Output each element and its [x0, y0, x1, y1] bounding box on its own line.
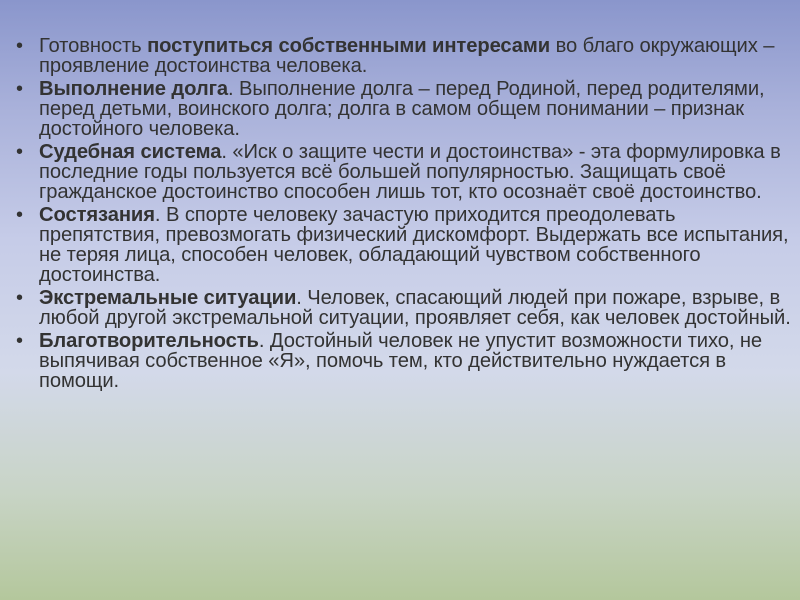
- item-lead-text: Готовность: [39, 35, 148, 57]
- bullet-icon: •: [16, 330, 23, 352]
- item-term: Выполнение долга: [39, 78, 229, 100]
- bullet-icon: •: [16, 35, 23, 57]
- bullet-list: [14, 36, 794, 394]
- item-text: . «Иск о защите чести и достоинства» - эта формулировка в последние годы пользуется всё большей популярностью. Защищать своё гражданское достоинство способен лишь тот, кто осознаёт своё достоинство.: [39, 141, 781, 203]
- item-text: . В спорте человеку зачастую приходится преодолевать препятствия, превозмогать физический дискомфорт. Выдержать все испытания, не теряя лица, способен человек, обладающий чувством собственного достоинства.: [39, 204, 789, 286]
- bullet-icon: •: [16, 141, 23, 163]
- list-item: [14, 205, 794, 285]
- item-text: . Выполнение долга – перед Родиной, перед родителями, перед детьми, воинского долга; долга в самом общем понимании – признак достойного человека.: [39, 78, 765, 140]
- list-item: [14, 79, 794, 139]
- list-item: [14, 142, 794, 202]
- item-term: Благотворительность: [39, 330, 259, 352]
- item-text: . Достойный человек не упустит возможности тихо, не выпячивая собственное «Я», помочь тем, кто действительно нуждается в помощи.: [39, 330, 763, 392]
- item-term: Состязания: [39, 204, 155, 226]
- bullet-icon: •: [16, 287, 23, 309]
- list-item: [14, 36, 794, 76]
- item-term: поступиться собственными интересами: [147, 35, 551, 57]
- item-term: Экстремальные ситуации: [39, 287, 297, 309]
- item-text: . Человек, спасающий людей при пожаре, взрыве, в любой другой экстремальной ситуации, проявляет себя, как человек достойный.: [39, 287, 791, 329]
- item-text: во благо окружающих – проявление достоинства человека.: [39, 35, 775, 77]
- item-term: Судебная система: [39, 141, 222, 163]
- list-item: [14, 288, 794, 328]
- bullet-icon: •: [16, 78, 23, 100]
- bullet-icon: •: [16, 204, 23, 226]
- list-item: [14, 331, 794, 391]
